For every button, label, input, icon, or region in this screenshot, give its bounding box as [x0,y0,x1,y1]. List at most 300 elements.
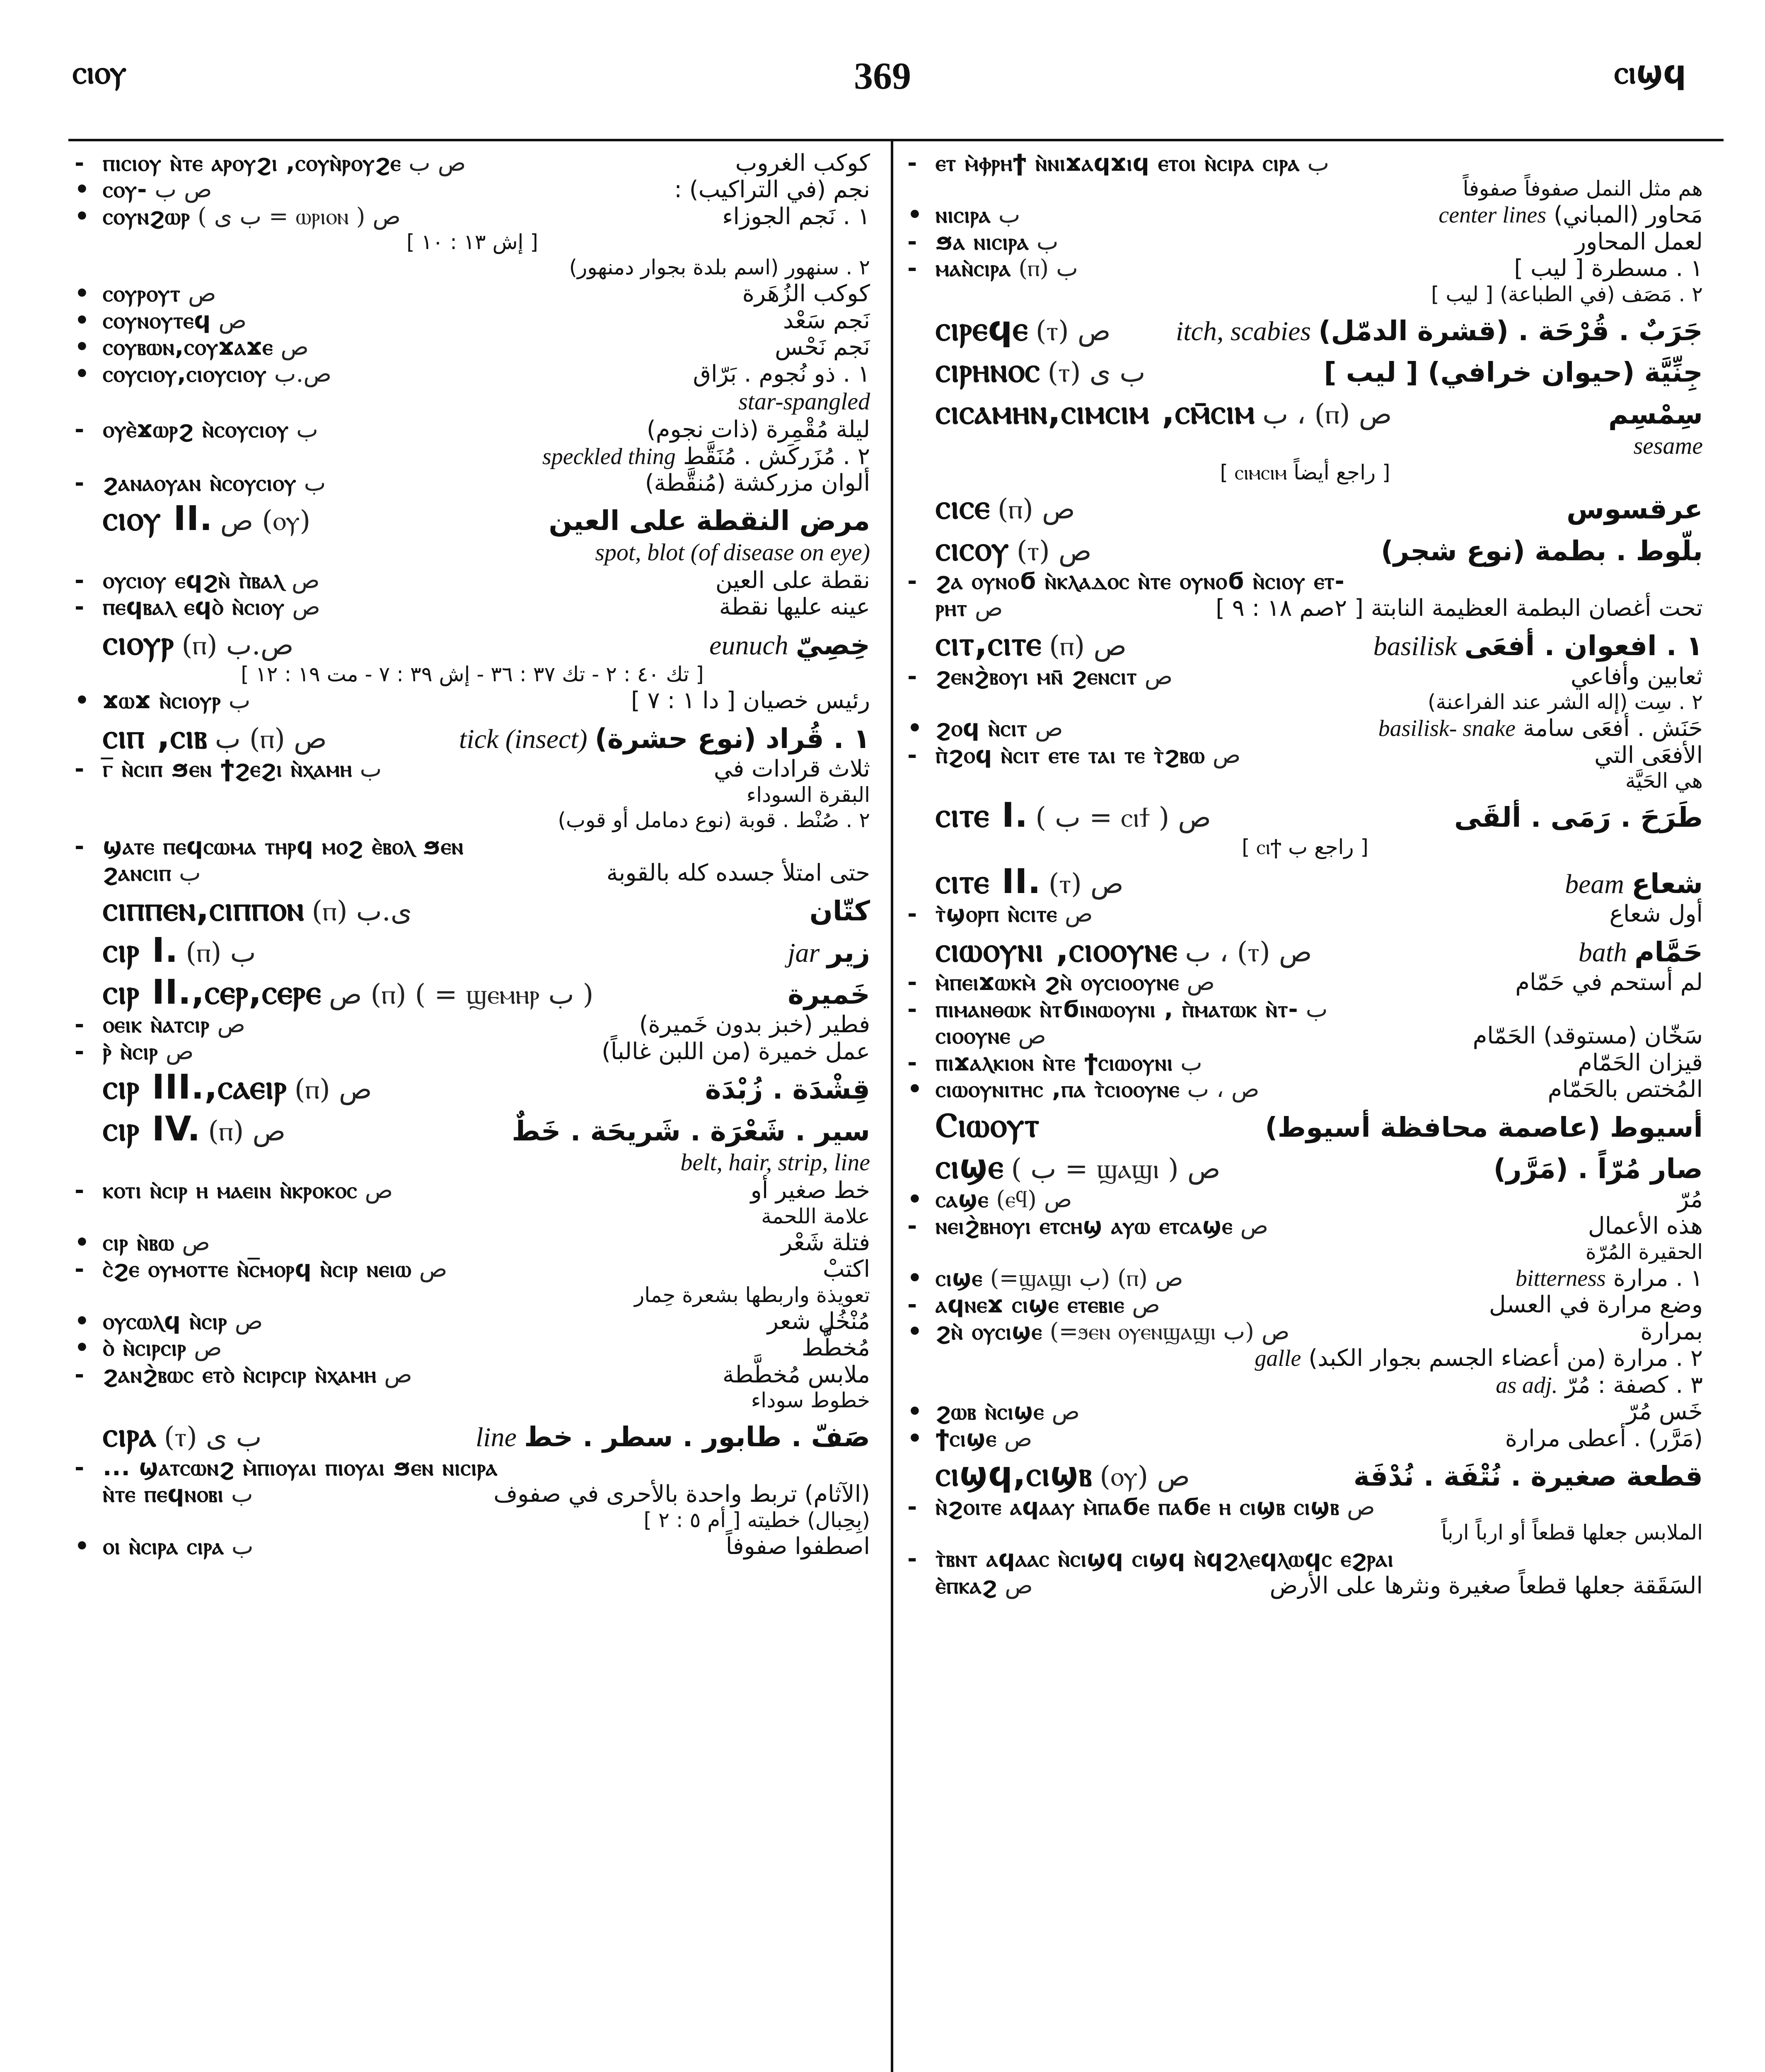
entry-marker: - [75,1038,85,1065]
coptic-term: ⲁϥⲛⲉϫ ⲥⲓϣⲉ ⲉⲧⲉⲃⲓⲉ [936,1291,1125,1319]
entry-marker: • [75,1334,89,1362]
arabic-gloss: حَمَّام [1634,936,1703,968]
grammar-tag: (=ϣⲁϣⲓ ب) (ⲡ) ص [990,1264,1183,1292]
sub-entry [907,664,1703,689]
grammar-tag: ب [1307,150,1330,177]
headword-entry [75,501,870,537]
headword-entry [907,1456,1703,1493]
english-gloss: bitterness [1515,1265,1606,1291]
grammar-tag: ص [365,1177,393,1204]
grammar-tag: ص [193,1334,222,1362]
entry-marker: - [907,1545,917,1573]
coptic-term: ⲡ̀ϩⲟϥ ⲛ̀ⲥⲓⲧ ⲉⲧⲉ ⲧⲁⲓ ⲧⲉ ⲧ̀ϩⲃⲱ [936,741,1205,769]
coptic-term: Ⲥⲓⲱⲟⲩⲧ [936,1105,1040,1145]
sub-entry [75,1230,870,1255]
english-gloss: beam [1565,869,1624,899]
coptic-term: ⲥⲓⲟⲩ II. [103,499,213,539]
sub-entry [75,1012,870,1037]
arabic-gloss: جَرَبٌ . قُرْحَة . (قشرة الدمّل) [1318,315,1703,347]
headword-entry [75,1417,870,1454]
grammar-tag: (=ϧⲉⲛ ⲟⲩⲉⲛϣⲁϣⲓ ب) ص [1049,1318,1290,1345]
arabic-gloss: ١ . نَجم الجوزاء [722,203,870,230]
sub-entry [907,596,1703,621]
entry-marker: - [75,150,85,177]
grammar-tag: (ⲡ) ص [294,1073,372,1106]
entry-marker: • [907,1398,922,1426]
grammar-tag: ص [1212,741,1241,769]
sub-entry [907,1077,1703,1102]
coptic-term: ⲥⲓⲣⲁ [103,1415,157,1455]
arabic-gloss: سِمْسِم [1608,398,1703,430]
entry-marker: • [75,176,89,203]
sub-entry [907,1266,1703,1291]
coptic-term: ⲉⲧ ⲙ̀ⲫⲣⲏϯ ⲛ̀ⲛⲓϫⲁϥϫⲓϥ ⲉⲧⲟⲓ ⲛ̀ⲥⲓⲣⲁ ⲥⲓⲣⲁ [936,150,1300,177]
entry-marker: • [75,687,89,714]
entry-marker: • [907,1425,922,1452]
coptic-term: ⲧ̀ϣⲟⲣⲡ ⲛ̀ⲥⲓⲧⲉ [936,900,1057,928]
continuation-line: هي الحَيَّة [1625,769,1703,793]
entry-marker: - [907,255,917,282]
arabic-gloss: زير [827,937,870,969]
arabic-gloss: نجم (في التراكيب) : [674,176,870,203]
grammar-tag: ص [165,1038,194,1065]
coptic-term: ⲥⲓⲣ I. [103,931,179,971]
grammar-tag: (ⲧ) ب ى [1047,356,1146,389]
headword-entry [907,1107,1703,1144]
grammar-tag: ص [292,593,320,621]
continuation-line: ٢ . صُنْط . قوبة (نوع دمامل أو قوب) [558,808,870,832]
arabic-gloss: قيزان الحَمّام [1578,1049,1703,1076]
headword-entry [907,489,1703,526]
coptic-term: ⲟⲩⲉ̀ϫⲱⲣϩ ⲛ̀ⲥⲟⲩⲥⲓⲟⲩ [103,416,289,443]
coptic-term: ϩⲉⲛϩ̀ⲃⲟⲩⲓ ⲙⲛ̄ ϩⲉⲛⲥⲓⲧ [936,663,1137,690]
arabic-gloss: ٣ . كصفة : مُرّ [1565,1371,1703,1399]
arabic-gloss: أول شعاع [1609,900,1703,928]
entry-marker: - [907,150,917,177]
entry-marker: - [907,663,917,690]
coptic-term: ⲥⲓⲡ ,ⲥⲓⲃ [103,716,208,756]
grammar-tag: ص [1052,1398,1080,1426]
sub-entry [907,1373,1703,1398]
sub-entry [75,861,870,886]
right-column [907,149,1703,2072]
sub-entry [75,281,870,306]
coptic-term: ϯⲥⲓϣⲉ [936,1425,997,1452]
sub-entry [75,1309,870,1334]
english-gloss: as adj. [1496,1372,1558,1398]
grammar-tag: ص [974,594,1003,622]
arabic-gloss: جِنِّيَّة (حيوان خرافي) [ ليب ] [1324,356,1703,389]
arabic-gloss: فطير (خبز بدون خَميرة) [639,1011,870,1038]
sub-entry [75,308,870,333]
entry-marker: • [907,201,922,229]
coptic-term: ⲟⲩⲥⲱⲗϥ ⲛ̀ⲥⲓⲣ [103,1307,227,1335]
headword-entry [907,394,1703,431]
grammar-tag: (ⲧ) ص [1035,315,1111,347]
continuation-line: خطوط سوداء [751,1388,870,1413]
grammar-tag: ص [1018,1022,1046,1050]
coptic-term: ⲥⲓⲣⲉϥⲉ [936,309,1028,349]
arabic-gloss: أسيوط (عاصمة محافظة أسيوط) [1265,1111,1703,1143]
sub-entry [907,1187,1703,1212]
sub-entry [907,203,1703,228]
grammar-tag: ب ، (ⲧ) ص [1185,936,1312,968]
grammar-tag: ص [1132,1291,1160,1319]
arabic-gloss: بلّوط . بطمة (نوع شجر) [1381,535,1703,567]
grammar-tag: (ⲧ) ص [1048,867,1124,900]
grammar-tag: (ⲧ) ب ى [164,1421,262,1453]
coptic-term: ϩⲁⲛⲁⲟⲩⲁⲛ ⲛ̀ⲥⲟⲩⲥⲓⲟⲩ [103,470,297,497]
english-gloss: bath [1578,937,1627,968]
sub-entry [907,1214,1703,1239]
arabic-gloss: كوكب الزُهَرة [742,280,870,307]
grammar-tag: (ⲡ) ب [1018,255,1078,282]
grammar-tag: ص [1347,1493,1375,1520]
coptic-term: ϣⲁⲧⲉ ⲡⲉϥⲥⲱⲙⲁ ⲧⲏⲣϥ ⲙⲟϩ ⲉ̀ⲃⲟⲗ ϧⲉⲛ [103,833,464,860]
coptic-term: ⲕⲟⲧⲓ ⲛ̀ⲥⲓⲣ ⲏ ⲙⲁⲉⲓⲛ ⲛ̀ⲕⲣⲟⲕⲟⲥ [103,1177,358,1204]
coptic-term: ⲥⲟⲩ- [103,176,147,203]
coptic-term: ⲥⲟⲩⲣⲟⲩⲧ [103,280,181,307]
sub-entry [907,1495,1703,1520]
arabic-gloss: ١ . مرارة [1613,1264,1703,1292]
coptic-term: ⲥⲟⲩⲥⲓⲟⲩ,ⲥⲓⲟⲩⲥⲓⲟⲩ [103,360,267,387]
entry-marker: • [907,1186,922,1213]
arabic-gloss: بمرارة [1640,1318,1703,1345]
grammar-tag: (ⲡ) ص [1049,630,1127,662]
sub-entry [907,1319,1703,1344]
coptic-term: ⲟⲓ ⲛ̀ⲥⲓⲣⲁ ⲥⲓⲣⲁ [103,1532,224,1560]
coptic-term: ⲧ̀ⲃⲛⲧ ⲁϥⲁⲁⲥ ⲛ̀ⲥⲓϣϥ ⲥⲓϣϥ ⲛ̀ϥϩⲗⲉϥⲗⲱϥⲥ ⲉϩⲣⲁⲓ [936,1545,1394,1573]
arabic-gloss: تحت أغصان البطمة العظيمة النابتة [ ٢صم ١٨ : ٩ ] [1216,594,1703,622]
arabic-gloss: لعمل المحاور [1575,228,1703,255]
arabic-gloss: ٢ . مرارة (من أعضاء الجسم بجوار الكبد) [1308,1345,1703,1372]
arabic-gloss: مُرّ [1678,1186,1703,1213]
sub-entry [75,1336,870,1360]
arabic-gloss: حتى امتلأ جسده كله بالقوبة [606,859,870,887]
arabic-gloss: ١ . ذو نُجوم . بَرّاق [693,360,870,387]
arabic-gloss: ١ . قُراد (نوع حشرة) [595,722,870,755]
coptic-term: ⲥⲓⲣⲏⲛⲟⲥ [936,351,1040,390]
arabic-gloss: مُنْخُل شعر [767,1307,870,1335]
arabic-gloss: لم أستحم في حَمّام [1515,969,1703,996]
coptic-term: ⲛⲉⲓϩ̀ⲃⲏⲟⲩⲓ ⲉⲧⲥⲏϣ ⲁⲩⲱ ⲉⲧⲥⲁϣⲉ [936,1213,1233,1240]
coptic-term: ⲥⲓⲥⲉ [936,487,990,527]
arabic-gloss: ملابس مُخطَّطة [722,1361,870,1388]
arabic-gloss: صار مُرّاً . (مَرَّر) [1493,1153,1703,1185]
sub-entry [907,1426,1703,1451]
coptic-term: ⲥⲓⲥⲁⲙⲏⲛ,ⲥⲓⲙⲥⲓⲙ ,ⲥⲙ̄ⲥⲓⲙ [936,392,1255,432]
arabic-gloss: خَميرة [788,978,870,1010]
grammar-tag: ب [231,1481,253,1508]
arabic-gloss: رئيس خصيان [ دا ١ : ٧ ] [631,687,870,714]
coptic-term: ⲥⲟⲩⲃⲱⲛ,ⲥⲟⲩϫⲁϫⲉ [103,334,273,361]
arabic-gloss: قطعة صغيرة . نُتْفَة . نُدْفَة [1353,1460,1703,1493]
grammar-tag: ص [1064,900,1093,928]
grammar-tag: ص [218,307,247,334]
running-head-right: ⲥⲓϣϥ [1614,54,1686,91]
sub-entry [75,1482,870,1507]
grammar-tag: ب [1180,1049,1202,1076]
arabic-gloss: ألوان مزركشة (مُنقَّطة) [645,470,870,497]
arabic-gloss: الأفعَى التي [1594,741,1703,769]
arabic-gloss: (مَرَّر) . أعطى مرارة [1505,1425,1703,1452]
arabic-gloss: السَقَقة جعلها قطعاً صغيرة ونثرها على الأرض [1269,1572,1703,1599]
arabic-gloss: كتّان [809,895,870,927]
headword-entry [75,716,870,756]
english-gloss: center lines [1439,202,1546,228]
entry-marker: • [75,334,89,361]
continuation-line: [ تك ٤٠ : ٢ - تك ٣٧ : ٣٦ - إش ٣٩ : ٧ - مت ١٩ : ١٢ ] [241,662,704,687]
sub-entry [75,1178,870,1203]
grammar-tag: ( ب ى = ⲱⲣⲓⲟⲛ ) ص [198,203,401,230]
coptic-term: ⲟ̀ ⲛ̀ⲥⲓⲣⲥⲓⲣ [103,1334,186,1362]
arabic-gloss: كوكب الغروب [735,150,870,177]
arabic-gloss: مرض النقطة على العين [549,505,870,537]
coptic-term: ⲥⲓⲣ III.,ⲥⲁⲉⲓⲣ [103,1067,287,1107]
arabic-gloss: ليلة مُقْمِرة (ذات نجوم) [646,416,870,443]
coptic-term: ⲥⲓⲧ,ⲥⲓⲧⲉ [936,624,1042,664]
entry-marker: - [75,1361,85,1388]
entry-marker: - [907,741,917,769]
grammar-tag: ص [182,1229,210,1256]
sub-entry [907,1346,1703,1371]
english-gloss: basilisk [1373,631,1457,662]
entry-marker: - [75,416,85,443]
headword-entry [75,1069,870,1106]
coptic-term: ⲅ̅ ⲛ̀ⲥⲓⲡ ϧⲉⲛ ϯϩⲉϩⲓ ⲛ̀ⲭⲁⲙⲏ [103,755,353,783]
entry-marker: - [907,568,917,595]
arabic-gloss: مَحاور (المباني) [1553,201,1703,229]
entry-marker: - [907,1213,917,1240]
entry-marker: • [75,360,89,387]
entry-marker: - [75,566,85,594]
grammar-tag: ص ، ب [1187,1076,1260,1103]
continuation-line: الملابس جعلها قطعاً أو ارباً ارباً [1441,1520,1703,1545]
continuation-line: [ إش ١٣ : ١٠ ] [406,230,538,254]
continuation-line: ٢ . مَصَف (في الطباعة) [ ليب ] [1431,282,1703,306]
sub-entry [907,716,1703,741]
grammar-tag: (ⲟⲩ) ص [1100,1460,1190,1493]
entry-marker: - [907,900,917,928]
headword-entry [75,974,870,1011]
grammar-tag: ص [217,1011,245,1038]
grammar-tag: ب (ⲡ) ص [215,722,327,755]
grammar-tag: ب [296,416,318,443]
grammar-tag: ص [419,1256,447,1283]
entry-marker: - [75,833,85,860]
sub-entry [75,757,870,782]
sub-entry [907,1399,1703,1424]
grammar-tag: ص [1240,1213,1269,1240]
sub-entry [907,230,1703,254]
grammar-tag: ب [231,1532,254,1560]
coptic-term: ⲣⲏⲧ [936,594,967,622]
grammar-tag: (ⲡ) ص [208,1115,286,1147]
entry-marker: • [75,203,89,230]
english-gloss: eunuch [709,630,788,661]
coptic-term: ⲣ̀ ⲛ̀ⲥⲓⲣ [103,1038,158,1065]
sub-entry [75,177,870,202]
coptic-term: ⲥ̀ϩⲉ ⲟⲩⲙⲟⲧⲧⲉ ⲛ̀ⲥ̅ⲙⲟⲣϥ ⲛ̀ⲥⲓⲣ ⲛⲉⲓⲱ [103,1256,412,1283]
sub-entry [75,151,870,176]
page-number: 369 [854,55,911,97]
grammar-tag: ص [188,280,216,307]
arabic-gloss: هذه الأعمال [1588,1213,1703,1240]
grammar-tag: ص [1035,715,1063,742]
arabic-gloss: نقطة على العين [715,566,870,594]
headword-entry [75,891,870,928]
grammar-tag: ب [998,201,1020,229]
entry-marker: - [907,995,917,1023]
headword-entry [907,626,1703,663]
coptic-term: ⲥⲁϣⲉ [936,1186,989,1213]
sub-entry [75,568,870,593]
sub-entry [907,997,1703,1022]
english-gloss: tick (insect) [459,724,588,754]
sub-entry [75,1363,870,1387]
arabic-gloss: وضع مرارة في العسل [1489,1291,1703,1319]
continuation-line: ٢ . سنهور (اسم بلدة بجوار دمنهور) [569,255,870,280]
grammar-tag: ص [1187,969,1215,996]
grammar-tag: ص [280,334,309,361]
grammar-tag: ب [360,755,382,783]
arabic-gloss: اصطفوا صفوفاً [725,1532,870,1560]
entry-marker: - [907,1493,917,1520]
sub-entry [75,1039,870,1064]
entry-marker: • [75,1307,89,1335]
arabic-gloss: عمل خميرة (من اللبن غالباً) [602,1038,870,1065]
grammar-tag: ص.ب [274,360,332,387]
headword-entry [907,932,1703,969]
grammar-tag: ص ب [155,176,212,203]
grammar-tag: ب [228,687,251,714]
grammar-tag: ص [291,566,320,594]
coptic-term: ⲡⲓϫⲁⲗⲕⲓⲟⲛ ⲛ̀ⲧⲉ ϯⲥⲓⲱⲟⲩⲛⲓ [936,1049,1173,1076]
arabic-gloss: خَس مُرّ [1626,1398,1703,1426]
coptic-term: ⲥⲓⲱⲟⲩⲛⲓ ,ⲥⲓⲟⲟⲩⲛⲉ [936,930,1178,970]
sub-entry [907,1573,1703,1598]
continuation-line: علامة اللحمة [761,1204,870,1228]
grammar-tag: ب [179,859,201,887]
arabic-gloss: عرقسوس [1567,493,1703,525]
entry-marker: - [907,228,917,255]
grammar-tag: ص [1004,1425,1032,1452]
continuation-line: [ راجع ب ⲥⲓϯ ] [1242,835,1368,859]
entry-marker: - [75,1454,85,1481]
sub-entry [75,417,870,442]
arabic-gloss: مُخطَّط [801,1334,870,1362]
coptic-term: ϩⲟϥ ⲛ̀ⲥⲓⲧ [936,715,1028,742]
continuation-line: الحقيرة المُرّة [1585,1239,1703,1264]
entry-marker: - [907,1291,917,1319]
arabic-gloss: ثلاث قرادات في [713,755,870,783]
entry-marker: • [907,1076,922,1103]
entry-marker: - [75,593,85,621]
entry-marker: - [75,1177,85,1204]
entry-marker: • [907,1318,922,1345]
entry-marker: - [75,755,85,783]
coptic-term: ⲥⲓⲥⲟⲩ [936,529,1009,569]
continuation-line: تعويذة واربطها بشعرة حِمار [634,1283,870,1307]
header-rule [68,139,1724,141]
coptic-term: ⲡⲓⲙⲁⲛⲑⲱⲕ ⲛ̀ⲧϭⲓⲛⲱⲟⲩⲛⲓ , ⲡ̀ⲙⲁⲧⲱⲕ ⲛ̀ⲧ- [936,995,1298,1023]
coptic-term: ⲥⲟⲩⲛⲟⲩⲧⲉϥ [103,307,211,334]
arabic-gloss: (الآثام) تربط واحدة بالأحرى في صفوف [493,1481,870,1508]
arabic-gloss: سَخّان (مستوقد) الحَمّام [1472,1022,1703,1050]
coptic-term: ... ϣⲁⲧⲥⲱⲛϩ ⲙ̀ⲡⲓⲟⲩⲁⲓ ⲡⲓⲟⲩⲁⲓ ϧⲉⲛ ⲛⲓⲥⲓⲣⲁ [103,1454,498,1481]
sub-entry [907,569,1703,594]
sub-entry [75,471,870,496]
sub-entry [75,688,870,713]
arabic-gloss: ثعابين وأفاعي [1570,663,1703,690]
entry-marker: • [75,1532,89,1560]
arabic-gloss: ١ . افعوان . أفعَى [1464,630,1703,662]
entry-marker: - [75,470,85,497]
grammar-tag: (ⲡ) ب [186,937,256,969]
coptic-term: ⲛ̀ⲧⲉ ⲡⲉϥⲛⲟⲃⲓ [103,1481,224,1508]
continuation-line: (بِحِبال) خطيته [ أم ٥ : ٢ ] [643,1508,870,1532]
arabic-gloss: خِصِيّ [795,629,870,661]
sub-entry [75,204,870,229]
grammar-tag: ص [1005,1572,1033,1599]
coptic-term: ϩⲱⲃ ⲛ̀ⲥⲓϣⲉ [936,1398,1044,1426]
arabic-gloss: قِشْدَة . زُبْدَة [705,1073,870,1106]
coptic-term: ⲙ̀ⲡⲉⲓϫⲱⲕⲙ̀ ϩⲛ̀ ⲟⲩⲥⲓⲟⲟⲩⲛⲉ [936,969,1180,996]
entry-marker: - [75,1256,85,1283]
arabic-gloss: نَجم سَعْد [783,307,870,334]
english-gloss: itch, scabies [1175,316,1311,346]
headword-entry [75,932,870,969]
sub-entry [907,151,1703,176]
continuation-line: belt, hair, strip, line [680,1149,870,1176]
coptic-term: ⲉ̀ⲡⲕⲁϩ [936,1572,998,1599]
english-gloss: line [475,1422,517,1453]
arabic-gloss: شعاع [1631,867,1703,900]
headword-entry [907,1149,1703,1186]
grammar-tag: (ⲡ) ص [997,493,1075,525]
coptic-term: ⲟⲩⲥⲓⲟⲩ ⲉϥϩⲛ̀ ⲡ̀ⲃⲁⲗ [103,566,284,594]
coptic-term: ⲥⲓⲣ II.,ⲥⲉⲣ,ⲥⲉⲣⲉ [103,972,322,1012]
coptic-term: ⲥⲟⲩⲛϩⲱⲣ [103,203,191,230]
entry-marker: - [907,969,917,996]
grammar-tag: (ⲡ) ص.ب [181,629,294,661]
coptic-term: ⲥⲓⲣ ⲛ̀ⲃⲱ [103,1229,175,1256]
grammar-tag: ( ب = ⲥⲓϯ ) ص [1035,801,1211,834]
coptic-term: ϫⲱϫ ⲛ̀ⲥⲓⲟⲩⲣ [103,687,221,714]
coptic-term: ⲛ̀ϩⲟⲓⲧⲉ ⲁϥⲁⲁⲩ ⲙ̀ⲡⲁϭⲉ ⲡⲁϭⲉ ⲏ ⲥⲓϣⲃ ⲥⲓϣⲃ [936,1493,1339,1520]
coptic-term: ⲥⲓϣⲉ [936,1264,983,1292]
entry-marker: • [75,1229,89,1256]
sub-entry [907,1293,1703,1317]
sub-entry [907,1051,1703,1075]
sub-entry [907,902,1703,927]
sub-entry [75,1534,870,1559]
arabic-gloss: ٢ . مُزَركَش . مُنَقَّط [683,443,870,470]
grammar-tag: ص [235,1307,263,1335]
sub-entry [75,834,870,859]
left-column [75,149,870,2072]
grammar-tag: ب [1036,228,1059,255]
headword-entry [907,864,1703,900]
sub-entry [75,335,870,360]
entry-marker: • [907,715,922,742]
headword-entry [907,352,1703,389]
sub-entry [907,256,1703,281]
arabic-gloss: صَفّ . طابور . سطر . خط [524,1421,870,1453]
headword-entry [907,531,1703,568]
grammar-tag: (ⲉϥ) ص [996,1186,1072,1213]
continuation-line: sesame [1633,432,1703,459]
